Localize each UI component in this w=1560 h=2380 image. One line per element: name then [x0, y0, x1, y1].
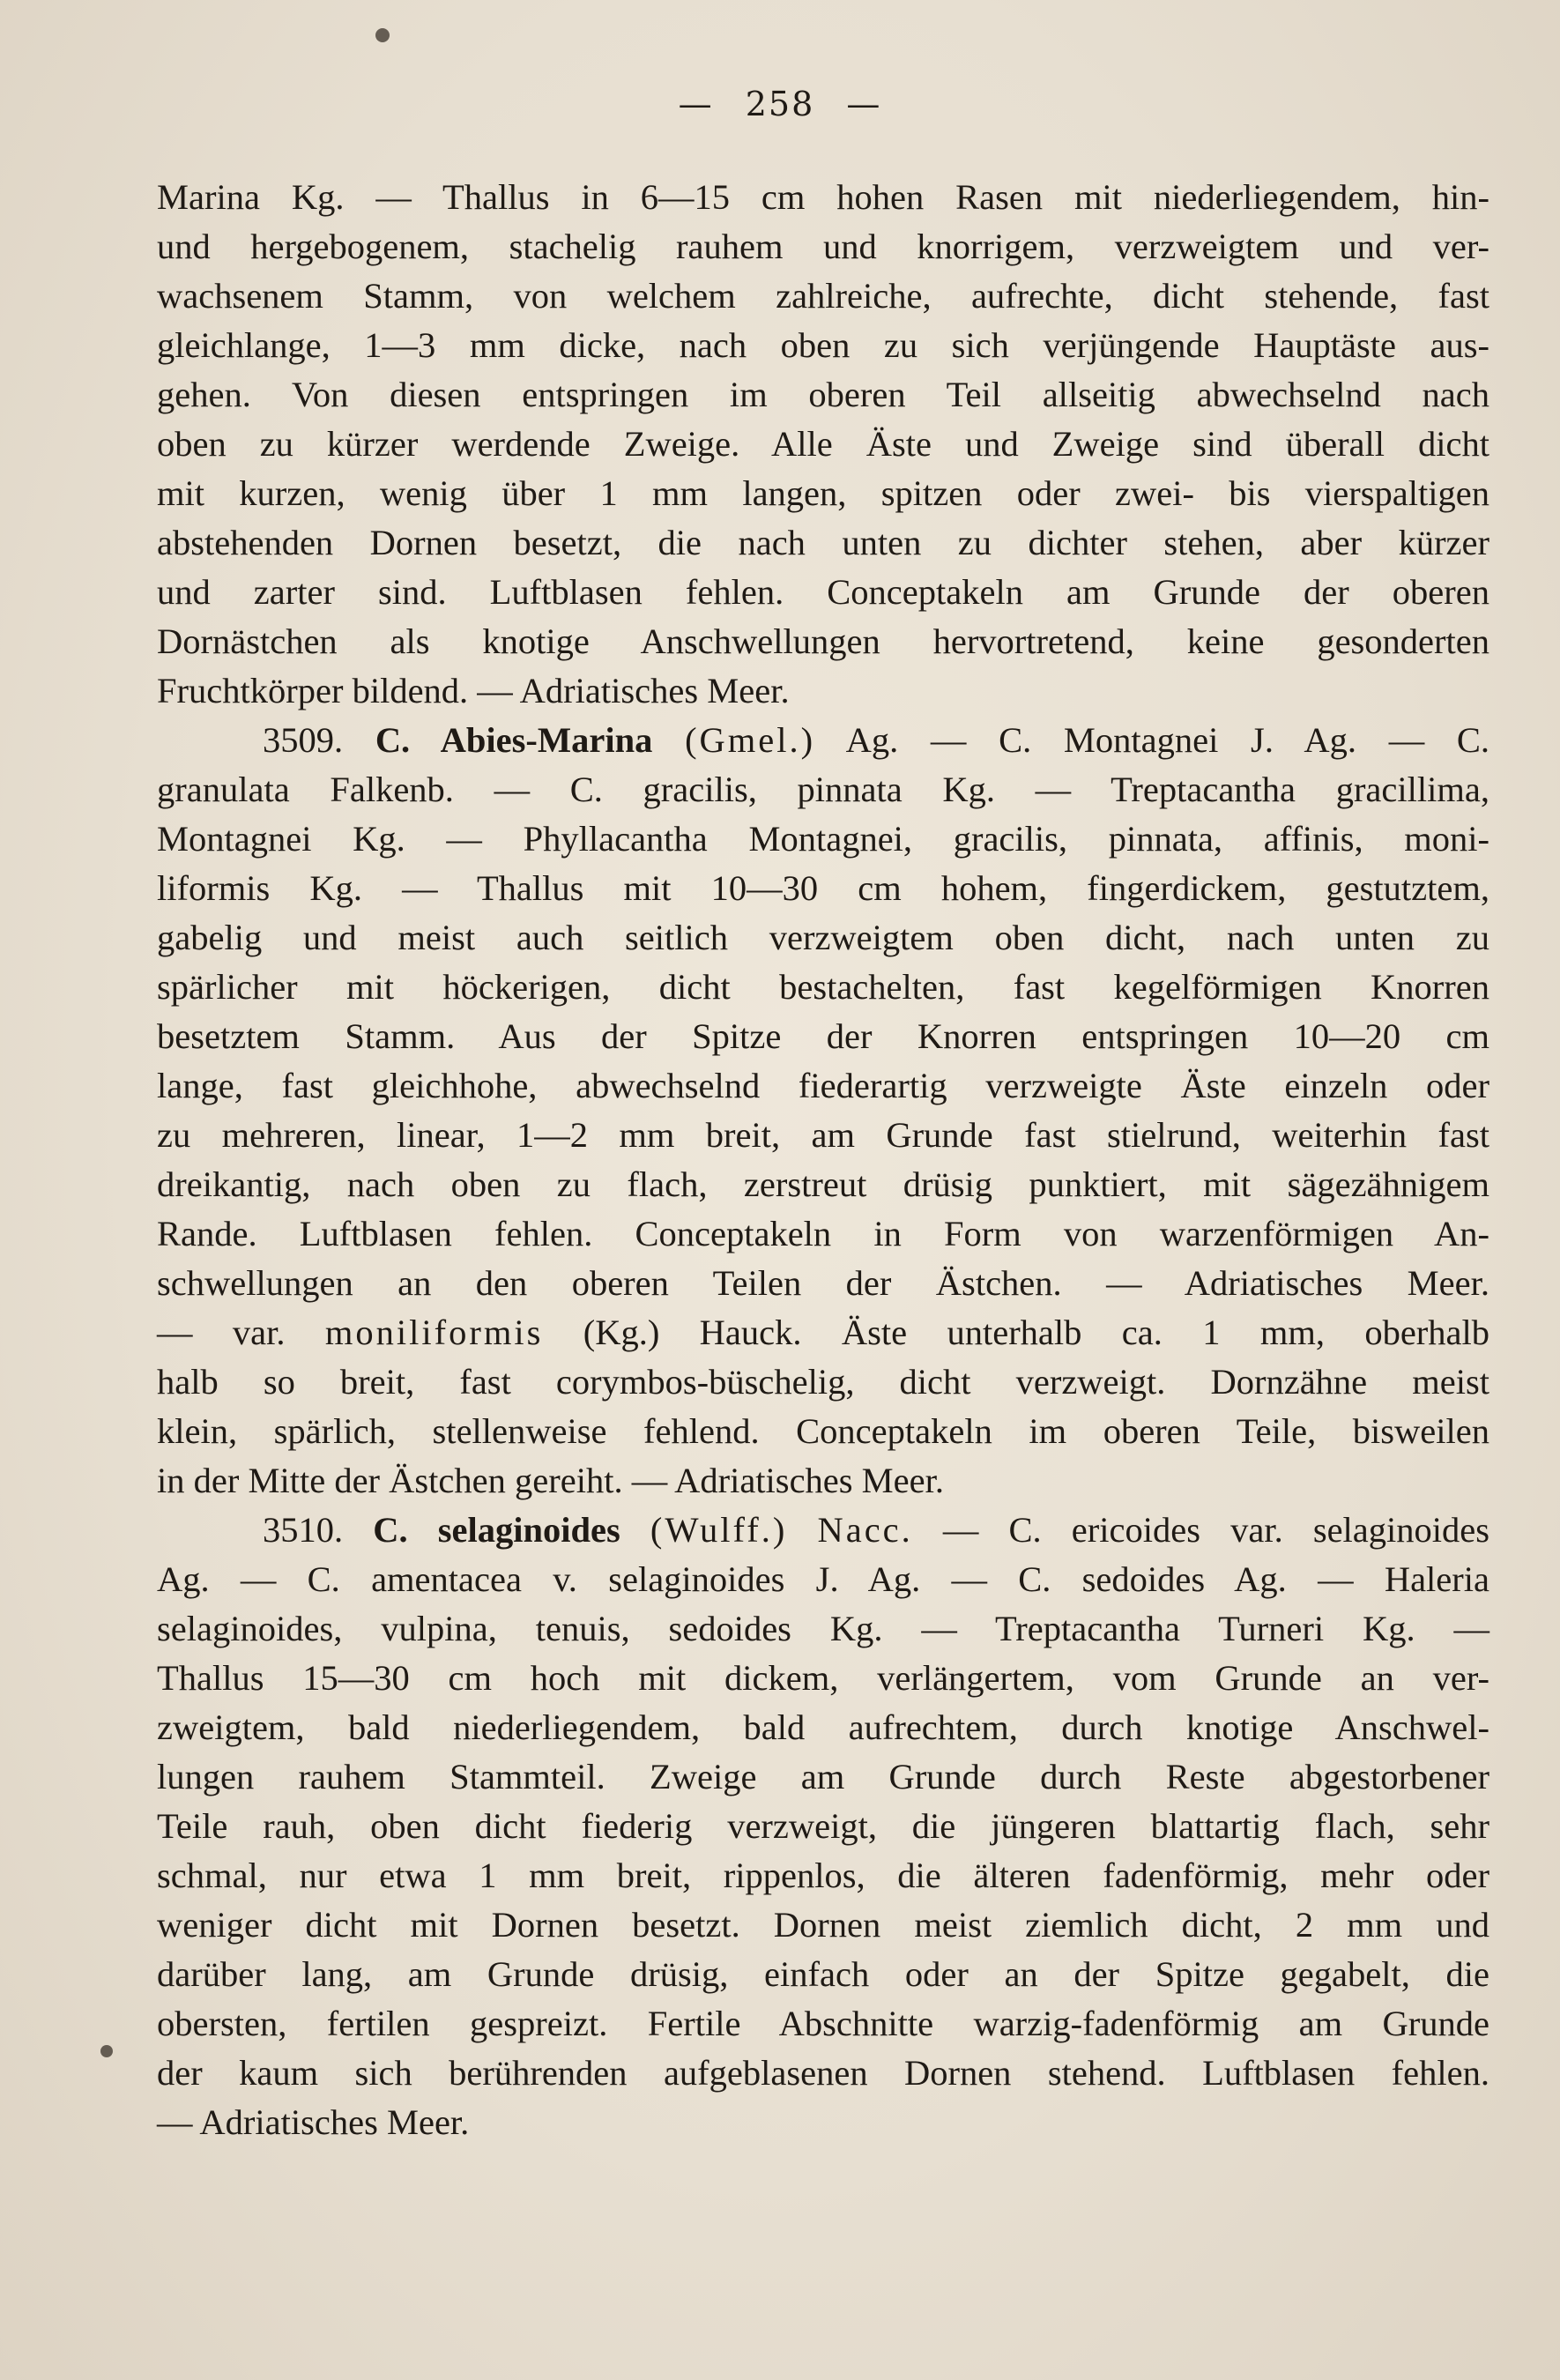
- variety-rest: (Kg.) Hauck. Äste unterhalb ca. 1 mm, oberhalb: [583, 1313, 1490, 1352]
- entry-3510-body: [157, 1555, 1489, 2147]
- text-line: in der Mitte der Ästchen gereiht. — Adriatisches Meer.: [157, 1461, 944, 1500]
- text-line: schmal, nur etwa 1 mm breit, rippenlos, die älteren fadenförmig, mehr oder: [157, 1856, 1489, 1895]
- text-line: lange, fast gleichhohe, abwechselnd fiederartig verzweigte Äste einzeln oder: [157, 1066, 1489, 1105]
- text-line: obersten, fertilen gespreizt. Fertile Abschnitte warzig-fadenförmig am Grunde: [157, 2004, 1489, 2043]
- text-line: gabelig und meist auch seitlich verzweigtem oben dicht, nach unten zu: [157, 918, 1489, 957]
- text-line: klein, spärlich, stellenweise fehlend. Conceptakeln im oberen Teile, bisweilen: [157, 1411, 1489, 1451]
- entry-heading-rest: — C. ericoides var. selaginoides: [942, 1510, 1490, 1550]
- variety-name: moniliformis: [324, 1313, 544, 1352]
- text-line: Ag. — C. amentacea v. selaginoides J. Ag. — C. sedoides Ag. — Haleria: [157, 1559, 1489, 1599]
- text-line: Thallus 15—30 cm hoch mit dickem, verlängertem, vom Grunde an ver-: [157, 1658, 1489, 1698]
- variety-body: [157, 1357, 1489, 1506]
- variety-prefix: — var.: [157, 1313, 286, 1352]
- text-line: selaginoides, vulpina, tenuis, sedoides Kg. — Treptacantha Turneri Kg. —: [157, 1609, 1489, 1648]
- ink-speck: [100, 2045, 113, 2057]
- text-line: Montagnei Kg. — Phyllacantha Montagnei, gracilis, pinnata, affinis, moni-: [157, 819, 1489, 859]
- text-line: und zarter sind. Luftblasen fehlen. Conceptakeln am Grunde der oberen: [157, 572, 1489, 612]
- species-name: C. Abies-Marina: [375, 720, 653, 760]
- text-line: zu mehreren, linear, 1—2 mm breit, am Grunde fast stielrund, weiterhin fast: [157, 1115, 1489, 1155]
- text-line: granulata Falkenb. — C. gracilis, pinnata Kg. — Treptacantha gracillima,: [157, 770, 1489, 809]
- text-line: gleichlange, 1—3 mm dicke, nach oben zu sich verjüngende Hauptäste aus-: [157, 325, 1489, 365]
- body-text: [157, 173, 1489, 2147]
- text-line: lungen rauhem Stammteil. Zweige am Grunde durch Reste abgestorbener: [157, 1757, 1489, 1796]
- text-line: — Adriatisches Meer.: [157, 2102, 470, 2142]
- text-line: oben zu kürzer werdende Zweige. Alle Äste und Zweige sind überall dicht: [157, 424, 1489, 464]
- intro-paragraph: [157, 173, 1489, 716]
- text-line: Rande. Luftblasen fehlen. Conceptakeln in Form von warzenförmigen An-: [157, 1214, 1489, 1253]
- text-line: und hergebogenem, stachelig rauhem und knorrigem, verzweigtem und ver-: [157, 227, 1489, 266]
- entry-number: 3510.: [263, 1510, 344, 1550]
- text-line: dreikantig, nach oben zu flach, zerstreut drüsig punktiert, mit sägezähnigem: [157, 1164, 1489, 1204]
- species-author-2: Nacc.: [817, 1510, 913, 1550]
- text-line: liformis Kg. — Thallus mit 10—30 cm hohem, fingerdickem, gestutztem,: [157, 868, 1489, 908]
- text-line: der kaum sich berührenden aufgeblasenen Dornen stehend. Luftblasen fehlen.: [157, 2053, 1489, 2093]
- text-line: halb so breit, fast corymbos-büschelig, dicht verzweigt. Dornzähne meist: [157, 1362, 1489, 1402]
- entry-3510-heading-line: [157, 1506, 1489, 1555]
- text-line: Fruchtkörper bildend. — Adriatisches Meer.: [157, 671, 790, 710]
- page-number: — 258 —: [678, 85, 882, 123]
- text-line: weniger dicht mit Dornen besetzt. Dornen meist ziemlich dicht, 2 mm und: [157, 1905, 1489, 1945]
- species-author: (Gmel.): [685, 720, 816, 760]
- variety-line: [157, 1308, 1489, 1357]
- text-line: mit kurzen, wenig über 1 mm langen, spitzen oder zwei- bis vierspaltigen: [157, 473, 1489, 513]
- entry-heading-rest: Ag. — C. Montagnei J. Ag. — C.: [845, 720, 1490, 760]
- text-line: zweigtem, bald niederliegendem, bald aufrechtem, durch knotige Anschwel-: [157, 1707, 1489, 1747]
- text-line: abstehenden Dornen besetzt, die nach unten zu dichter stehen, aber kürzer: [157, 523, 1489, 562]
- text-line: gehen. Von diesen entspringen im oberen Teil allseitig abwechselnd nach: [157, 375, 1489, 414]
- species-author: (Wulff.): [650, 1510, 788, 1550]
- text-line: besetztem Stamm. Aus der Spitze der Knorren entspringen 10—20 cm: [157, 1016, 1489, 1056]
- species-name: C. selaginoides: [373, 1510, 620, 1550]
- text-line: spärlicher mit höckerigen, dicht bestachelten, fast kegelförmigen Knorren: [157, 967, 1489, 1007]
- text-line: darüber lang, am Grunde drüsig, einfach oder an der Spitze gegabelt, die: [157, 1954, 1489, 1994]
- entry-number: 3509.: [263, 720, 344, 760]
- text-line: schwellungen an den oberen Teilen der Ästchen. — Adriatisches Meer.: [157, 1263, 1489, 1303]
- text-line: Teile rauh, oben dicht fiederig verzweigt, die jüngeren blattartig flach, sehr: [157, 1806, 1489, 1846]
- entry-3509-body: [157, 765, 1489, 1308]
- text-line: Marina Kg. — Thallus in 6—15 cm hohen Rasen mit niederliegendem, hin-: [157, 177, 1489, 217]
- text-line: wachsenem Stamm, von welchem zahlreiche, aufrechte, dicht stehende, fast: [157, 276, 1489, 316]
- text-line: Dornästchen als knotige Anschwellungen hervortretend, keine gesonderten: [157, 621, 1489, 661]
- ink-speck: [375, 28, 390, 42]
- entry-3509-heading-line: [157, 716, 1489, 765]
